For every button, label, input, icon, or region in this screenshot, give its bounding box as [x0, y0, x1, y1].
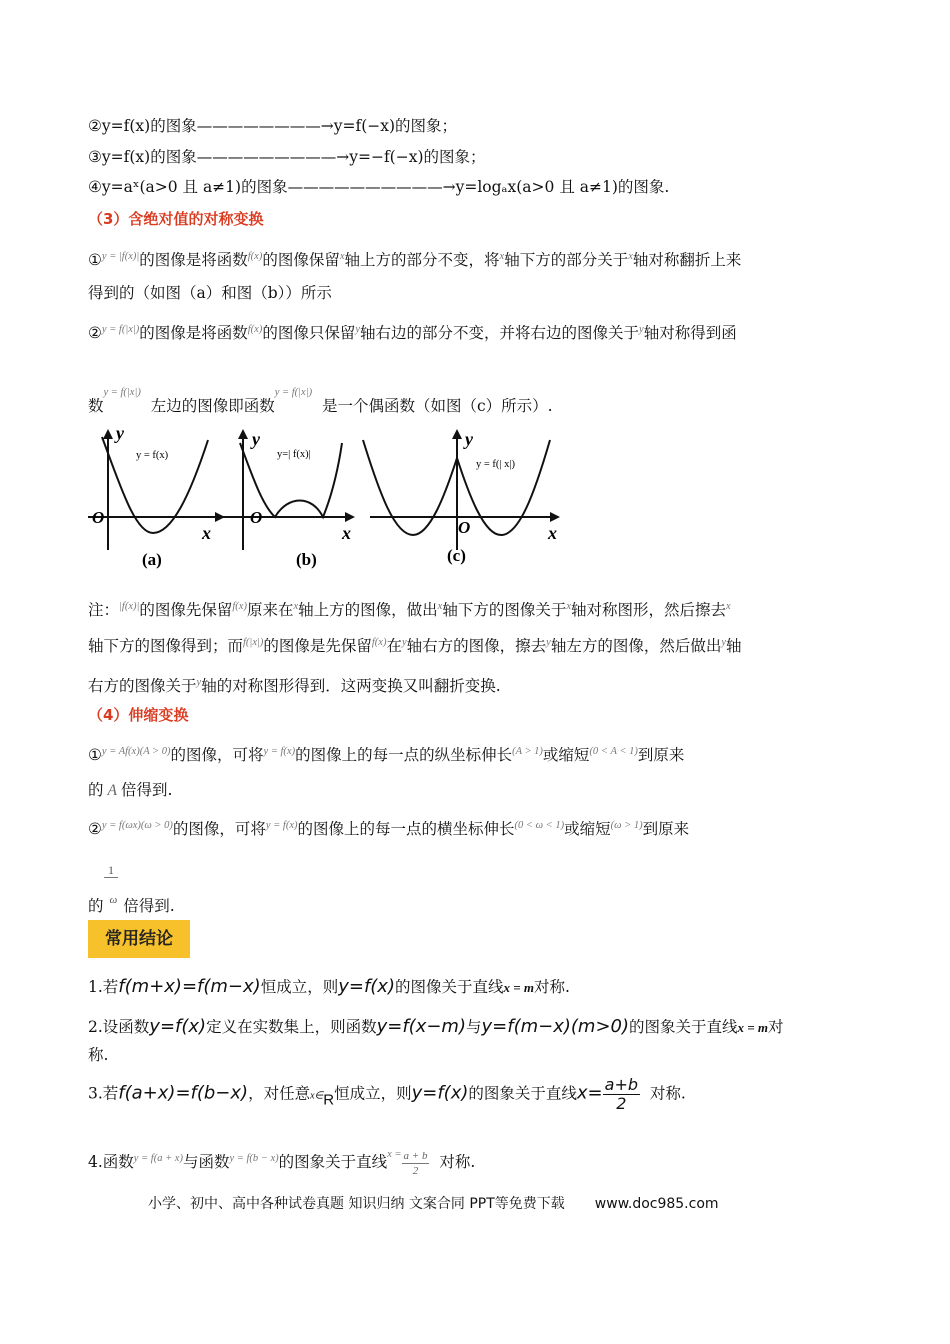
- formula: y=f(x): [411, 1082, 469, 1104]
- text: 轴右边的部分不变，并将右边的图像关于: [360, 324, 640, 342]
- graph-c: [363, 429, 560, 565]
- text: 的图像关于直线: [394, 978, 504, 996]
- text: 轴上方的部分不变，将: [344, 251, 500, 269]
- transform-target: y=logₐx(a>0 且 a≠1)的图象.: [455, 178, 670, 196]
- y-axis-arrow-icon: [103, 429, 113, 439]
- text: 到原来: [637, 746, 685, 764]
- formula: y: [639, 324, 644, 335]
- y-label: y: [465, 429, 473, 449]
- formula: x: [566, 601, 572, 612]
- text: 的图象关于直线: [629, 1018, 738, 1036]
- text: 的: [88, 781, 104, 799]
- caption: (b): [296, 550, 317, 569]
- formula: y = |f(x)|: [101, 251, 140, 262]
- conclusion-1: [88, 977, 570, 998]
- formula: x: [293, 601, 299, 612]
- transform-source: ②y=f(x)的图象: [88, 117, 197, 135]
- text: 的图像是将函数: [139, 324, 248, 342]
- formula: y = Af(x)(A > 0): [101, 746, 171, 757]
- text: 的图像只保留: [262, 324, 356, 342]
- text: 的图像上的每一点的横坐标伸长: [297, 820, 515, 838]
- text: 在: [386, 637, 402, 655]
- formula: (0 < ω < 1): [514, 820, 565, 831]
- text: 轴对称翻折上来: [632, 251, 742, 269]
- item-number: ②: [88, 324, 102, 342]
- conclusions-tag: 常用结论: [88, 920, 190, 958]
- transform-item-2: [88, 116, 457, 136]
- formula: y=f(x): [338, 976, 395, 997]
- text: 的: [88, 897, 104, 915]
- formula: y = f(a + x): [133, 1153, 183, 1164]
- formula: x: [499, 251, 505, 262]
- formula: y: [721, 637, 727, 648]
- text: 与函数: [182, 1153, 230, 1171]
- real-set-symbol: R: [323, 1091, 335, 1109]
- x-axis-arrow-icon: [345, 512, 355, 522]
- formula: x = m: [503, 980, 535, 995]
- text: 的图象关于直线: [468, 1084, 577, 1103]
- origin-label: O: [92, 508, 105, 527]
- fraction: [402, 1149, 430, 1178]
- formula: f(x): [247, 324, 263, 335]
- text: 数: [88, 397, 104, 415]
- formula: y=f(m−x)(m>0): [481, 1016, 629, 1037]
- formula: x=: [576, 1082, 603, 1104]
- text: 的图象关于直线: [278, 1153, 388, 1171]
- x-axis-arrow-icon: [550, 512, 560, 522]
- item-number: ①: [88, 746, 102, 764]
- page-footer: [148, 1193, 719, 1213]
- text: 倍得到.: [120, 781, 173, 799]
- fraction: [603, 1076, 640, 1113]
- text: 或缩短: [564, 820, 611, 838]
- formula: x: [726, 601, 731, 612]
- graph-a: [88, 425, 225, 569]
- text: 轴的对称图形得到．这两变换又叫翻折变换.: [201, 677, 501, 695]
- text: 1.若: [88, 978, 119, 996]
- conclusion-2: [88, 1017, 784, 1038]
- text: 对称.: [534, 978, 570, 996]
- text: 左边的图像即函数: [150, 397, 275, 415]
- formula: f(m+x)=f(m−x): [118, 976, 261, 997]
- transform-arrow: —————————→: [196, 148, 350, 166]
- text: 定义在实数集上，则函数: [206, 1018, 377, 1036]
- footer-text: 小学、初中、高中各种试卷真题 知识归纳 文案合同 PPT等免费下载: [148, 1196, 565, 1212]
- transform-source: ④y=aˣ(a>0 且 a≠1)的图象: [88, 178, 288, 196]
- section-4-paragraph-2-line-2: [88, 890, 175, 916]
- fraction-denominator: 2: [412, 1164, 419, 1177]
- text: 的图像保留: [262, 251, 340, 269]
- abs-value-graphs: [80, 425, 580, 575]
- formula: (0 < A < 1): [589, 746, 638, 757]
- formula: y=f(x−m): [376, 1016, 466, 1037]
- fraction-numerator: a+b: [604, 1075, 639, 1094]
- transform-arrow: ——————————→: [287, 178, 456, 196]
- section-4-paragraph-1: [88, 742, 684, 765]
- text: 是一个偶函数（如图（c）所示）.: [321, 397, 553, 415]
- text: 的图像，可将: [172, 820, 266, 838]
- section-3-paragraph-1: [88, 247, 741, 270]
- transform-item-3: [88, 147, 486, 167]
- formula: x: [437, 601, 443, 612]
- conclusion-4: [88, 1144, 475, 1178]
- text: 对称.: [649, 1084, 686, 1103]
- formula: y=f(x): [149, 1016, 207, 1037]
- text: 恒成立，则: [260, 978, 339, 996]
- formula: (A > 1): [512, 746, 543, 757]
- text: 轴对称图形，然后擦去: [571, 601, 727, 619]
- formula: f(|x|): [243, 637, 264, 648]
- text: ，对任意: [248, 1084, 311, 1103]
- text: 右方的图像关于: [88, 677, 197, 695]
- footer-link[interactable]: www.doc985.com: [594, 1196, 719, 1212]
- formula: x∈: [310, 1090, 324, 1102]
- fraction-numerator: 1: [108, 863, 114, 877]
- conclusion-2-line-2: 称.: [88, 1046, 109, 1064]
- item-number: ②: [88, 820, 102, 838]
- text: 的图像是先保留: [263, 637, 372, 655]
- transform-target: y=−f(−x)的图象；: [349, 148, 486, 166]
- section-3-paragraph-1-line-2: 得到的（如图（a）和图（b））所示: [88, 284, 332, 302]
- transform-item-4: [88, 177, 669, 197]
- fraction-denominator: ω: [109, 894, 118, 906]
- x-label: x: [548, 523, 557, 543]
- text: 轴下方的部分关于: [504, 251, 629, 269]
- y-axis-arrow-icon: [452, 429, 462, 439]
- text: 的图像，可将: [170, 746, 264, 764]
- text: 恒成立，则: [334, 1084, 412, 1103]
- section-4-paragraph-2: [88, 816, 689, 839]
- formula: y = f(ωx)(ω > 0): [101, 820, 173, 831]
- section-3-heading: （3）含绝对值的对称变换: [88, 210, 264, 228]
- graph-b: [220, 429, 355, 569]
- text: 注：: [88, 601, 120, 619]
- transform-source: ③y=f(x)的图象: [88, 148, 197, 166]
- section-4-heading: （4）伸缩变换: [88, 706, 189, 724]
- section-4-paragraph-1-line-2: [88, 780, 172, 801]
- text: 对称.: [439, 1153, 476, 1171]
- formula: f(x): [232, 601, 247, 612]
- text: 的图像上的每一点的纵坐标伸长: [295, 746, 513, 764]
- x-label: x: [202, 523, 211, 543]
- origin-label: O: [458, 518, 471, 537]
- item-number: ①: [88, 251, 102, 269]
- function-label: y=| f(x)|: [277, 449, 311, 460]
- text: 轴下方的图像关于: [442, 601, 567, 619]
- text: 2.设函数: [88, 1018, 150, 1036]
- fraction-numerator: a + b: [403, 1149, 428, 1162]
- transform-target: y=f(−x)的图象；: [333, 117, 458, 135]
- conclusion-3: [88, 1076, 686, 1113]
- formula: y: [401, 637, 407, 648]
- text: 或缩短: [542, 746, 590, 764]
- formula: |f(x)|: [119, 601, 140, 612]
- text: 轴: [726, 637, 742, 655]
- caption: (c): [447, 546, 466, 565]
- text: 原来在: [246, 601, 294, 619]
- formula: f(x): [247, 251, 263, 262]
- text: 3.若: [88, 1084, 119, 1103]
- formula: y = f(b − x): [229, 1153, 279, 1164]
- text: 4.函数: [88, 1153, 134, 1171]
- note-line-3: [88, 673, 501, 696]
- note-line-2: [88, 633, 742, 656]
- caption: (a): [142, 550, 162, 569]
- text: 倍得到.: [123, 897, 175, 915]
- section-3-paragraph-2-line-2: [88, 383, 553, 416]
- x-label: x: [342, 523, 351, 543]
- text: 的图像先保留: [139, 601, 233, 619]
- text: 轴对称得到函: [643, 324, 737, 342]
- formula: y = f(|x|): [274, 387, 313, 398]
- formula: y = f(x): [265, 820, 298, 831]
- text: 轴下方的图像得到；而: [88, 637, 244, 655]
- formula: y = f(x): [263, 746, 296, 757]
- text: 轴左方的图像，然后做出: [550, 637, 722, 655]
- fraction-denominator: 2: [616, 1094, 627, 1113]
- text: 到原来: [642, 820, 690, 838]
- formula: y: [546, 637, 551, 648]
- text: 轴右方的图像，擦去: [406, 637, 547, 655]
- formula: x: [339, 251, 345, 262]
- formula: x =: [387, 1149, 402, 1160]
- fraction-bar: [104, 877, 118, 878]
- formula: x: [628, 251, 633, 262]
- function-label: y = f(x): [136, 450, 169, 461]
- text: 与: [465, 1018, 482, 1036]
- formula: y = f(|x|): [103, 387, 141, 398]
- formula: (ω > 1): [610, 820, 643, 831]
- formula: y: [196, 677, 202, 688]
- origin-label: O: [250, 508, 263, 527]
- text: 轴上方的图像，做出: [298, 601, 438, 619]
- formula: f(a+x)=f(b−x): [118, 1082, 249, 1104]
- y-label: y: [116, 425, 124, 443]
- y-label: y: [252, 429, 260, 449]
- formula: f(x): [371, 637, 387, 648]
- note-line-1: [88, 597, 731, 620]
- y-axis-arrow-icon: [238, 429, 248, 439]
- transform-arrow: ————————→: [196, 117, 334, 135]
- formula: y = f(|x|): [101, 324, 140, 335]
- formula: y: [355, 324, 361, 335]
- section-3-paragraph-2: [88, 320, 737, 343]
- function-label: y = f(| x|): [476, 459, 515, 470]
- formula: A: [107, 782, 117, 799]
- text: 对: [768, 1018, 784, 1036]
- text: 的图像是将函数: [139, 251, 248, 269]
- formula: x = m: [737, 1020, 769, 1035]
